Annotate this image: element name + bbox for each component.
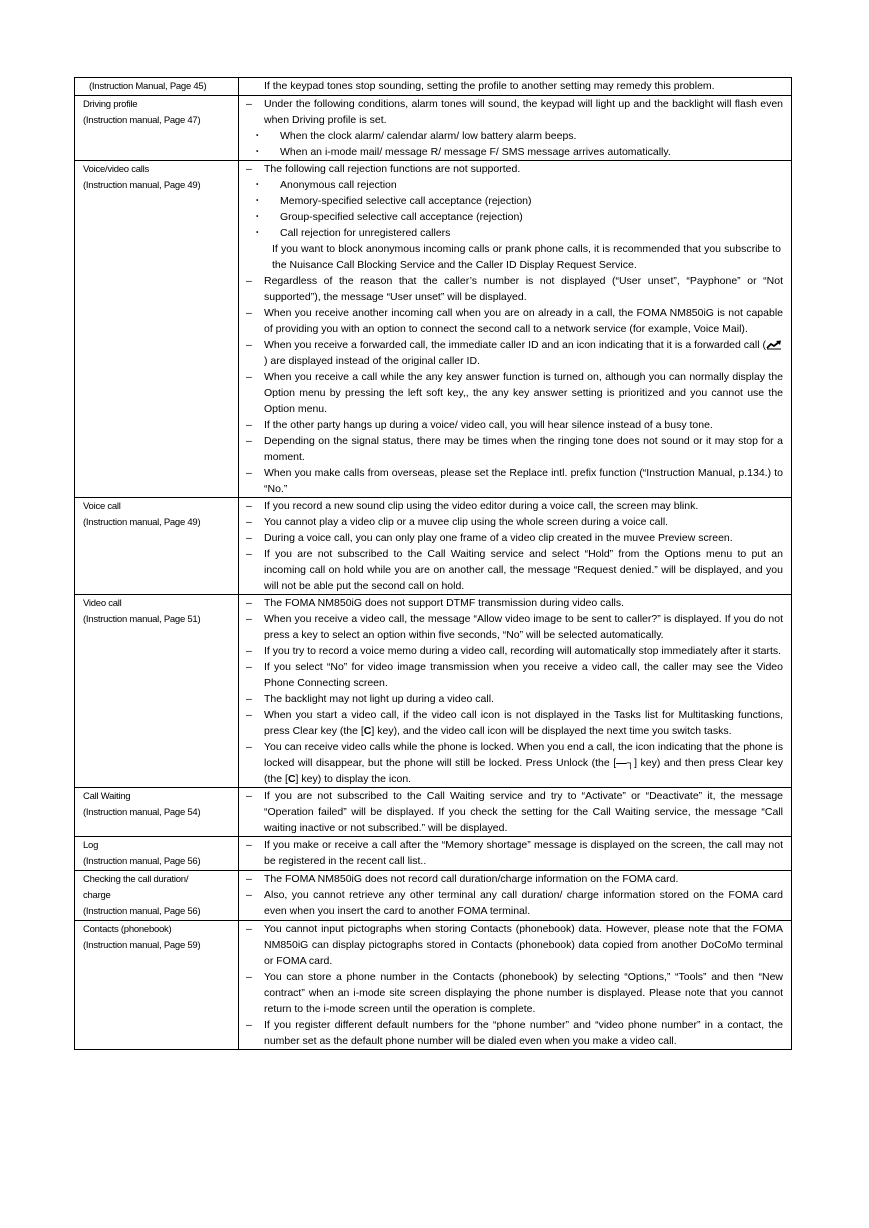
list-item: – When you make calls from overseas, please set the Replace intl. prefix function (“Instruction Manual, p.134.) to “No.” [246,467,783,495]
heading-title-continued: charge [83,890,111,901]
table-row [75,837,792,871]
list-item: – If you select “No” for video image transmission when you receive a video call, the caller may see the Video Phone Connecting screen. [246,661,783,689]
page-reference: (Instruction manual, Page 56) [83,856,201,867]
heading-title: Call Waiting [83,791,131,802]
row-body [239,921,792,1050]
row-body [239,78,792,96]
list-item: – Regardless of the reason that the caller’s number is not displayed (“User unset”, “Payphone” or “Not supported”), the message “User unset” will be displayed. [246,275,783,303]
table-row [75,871,792,921]
row-heading [75,837,239,871]
sub-item: ・ When the clock alarm/ calendar alarm/ low battery alarm beeps. [252,130,577,142]
list-item: – The FOMA NM850iG does not record call duration/charge information on the FOMA card. [246,873,679,885]
page-reference: (Instruction manual, Page 49) [83,180,201,191]
page-reference: (Instruction manual, Page 47) [83,115,201,126]
row-heading [75,871,239,921]
heading-title: Voice call [83,501,121,512]
faq-table [74,77,792,1050]
row-body [239,595,792,788]
row-heading [75,78,239,96]
list-item: – Also, you cannot retrieve any other terminal any call duration/ charge information stored on the FOMA card even when you insert the card to another FOMA terminal. [246,889,783,917]
list-item: – You cannot input pictographs when storing Contacts (phonebook) data. However, please note that the FOMA NM850iG can display pictographs stored in Contacts (phonebook) data copied from another DoCoMo terminal or FOMA card. [246,923,783,967]
sub-item: ・ Anonymous call rejection [252,179,397,191]
row-body [239,498,792,595]
list-item: – You can store a phone number in the Contacts (phonebook) by selecting “Options,” “Tools” and then “New contract” when an i-mode site screen displaying the phone number is displayed. Please note that you cannot return to the i-mode screen until the operation is complete. [246,971,783,1015]
list-item: – If you record a new sound clip using the video editor during a voice call, the screen may blink. [246,500,699,512]
list-item: – If the other party hangs up during a voice/ video call, you will hear silence instead of a busy tone. [246,419,713,431]
row-heading [75,96,239,161]
list-item: – The backlight may not light up during a video call. [246,693,494,705]
note-text: If you want to block anonymous incoming calls or prank phone calls, it is recommended that you subscribe to the Nuisance Call Blocking Service and the Caller ID Display Request Service. [272,243,781,271]
clear-key-icon: C [287,773,296,785]
list-item: – If you try to record a voice memo during a video call, recording will automatically stop immediately after it starts. [246,645,782,657]
table-row [75,595,792,788]
heading-title: Checking the call duration/ [83,874,189,885]
page-reference: (Instruction Manual, Page 45) [89,81,207,92]
row-body [239,96,792,161]
table-row [75,161,792,498]
row-body [239,837,792,871]
row-heading [75,921,239,1050]
page-reference: (Instruction manual, Page 54) [83,807,201,818]
list-item: – When you start a video call, if the video call icon is not displayed in the Tasks list for Multitasking functions, press Clear key (the [C] key), and the video call icon will be displayed the next time you switch tasks. [246,709,783,737]
row-heading [75,788,239,837]
row-heading [75,595,239,788]
list-item: – You cannot play a video clip or a muvee clip using the whole screen during a voice call. [246,516,669,528]
row-heading [75,498,239,595]
list-item: – The following call rejection functions are not supported. [246,163,521,175]
row-body [239,161,792,498]
sub-item: ・ Memory-specified selective call acceptance (rejection) [252,195,532,207]
table-row [75,498,792,595]
list-item: – If you are not subscribed to the Call Waiting service and select “Hold” from the Options menu to put an incoming call on hold while you are on another call, the message “Request denied.” will be displayed, and you will not be able put the second call on hold. [246,548,783,592]
sub-item: ・ Call rejection for unregistered callers [252,227,451,239]
note-text: If the keypad tones stop sounding, setting the profile to another setting may remedy this problem. [264,80,715,92]
row-body [239,871,792,921]
sub-item: ・ Group-specified selective call acceptance (rejection) [252,211,523,223]
clear-key-icon: C [363,725,372,737]
page-reference: (Instruction manual, Page 56) [83,906,201,917]
heading-title: Video call [83,598,122,609]
list-item: – Under the following conditions, alarm tones will sound, the keypad will light up and the backlight will flash even when Driving profile is set. [246,98,783,126]
list-item: – You can receive video calls while the phone is locked. When you end a call, the icon indicating that the phone is locked will disappear, but the phone will still be locked. Press Unlock (the [—┐] key) and then press Clear key (the [C] key) to display the icon. [246,741,783,785]
list-item: – If you register different default numbers for the “phone number” and “video phone number” in a contact, the number set as the default phone number will be dialed even when you make a video call. [246,1019,783,1047]
list-item: – When you receive a forwarded call, the immediate caller ID and an icon indicating that it is a forwarded call () are displayed instead of the original caller ID. [246,337,783,369]
list-item: – When you receive a call while the any key answer function is turned on, although you can normally display the Option menu by pressing the left soft key,, the any key answer setting is prioritized and you cannot use the Option menu. [246,371,783,415]
table-row [75,78,792,96]
sub-item: ・ When an i-mode mail/ message R/ message F/ SMS message arrives automatically. [252,146,671,158]
heading-title: Voice/video calls [83,164,149,175]
table-row [75,96,792,161]
list-item: – During a voice call, you can only play one frame of a video clip created in the muvee Preview screen. [246,532,733,544]
list-item: – When you receive a video call, the message “Allow video image to be sent to caller?” is displayed. If you do not press a key to select an option within five seconds, “No” will be selected automatically. [246,613,783,641]
heading-title: Contacts (phonebook) [83,924,172,935]
page-reference: (Instruction manual, Page 59) [83,940,201,951]
heading-title: Driving profile [83,99,138,110]
table-row [75,921,792,1050]
list-item: – The FOMA NM850iG does not support DTMF transmission during video calls. [246,597,625,609]
unlock-key-icon: —┐ [616,757,635,769]
heading-title: Log [83,840,99,851]
forwarded-call-icon [766,339,783,350]
list-item: – When you receive another incoming call when you are on already in a call, the FOMA NM850iG is not capable of providing you with an option to connect the second call to a network service (for example, Voice Mail). [246,307,783,335]
page-reference: (Instruction manual, Page 51) [83,614,201,625]
page-reference: (Instruction manual, Page 49) [83,517,201,528]
list-item: – If you make or receive a call after the “Memory shortage” message is displayed on the screen, the call may not be registered in the recent call list.. [246,839,783,867]
row-body [239,788,792,837]
list-item: – If you are not subscribed to the Call Waiting service and try to “Activate” or “Deactivate” it, the message “Operation failed” will be displayed. If you check the setting for the Call Waiting service, the message “Call waiting inactive or not subscribed.” will be displayed. [246,790,783,834]
table-row [75,788,792,837]
row-heading [75,161,239,498]
list-item: – Depending on the signal status, there may be times when the ringing tone does not sound or it may stop for a moment. [246,435,783,463]
